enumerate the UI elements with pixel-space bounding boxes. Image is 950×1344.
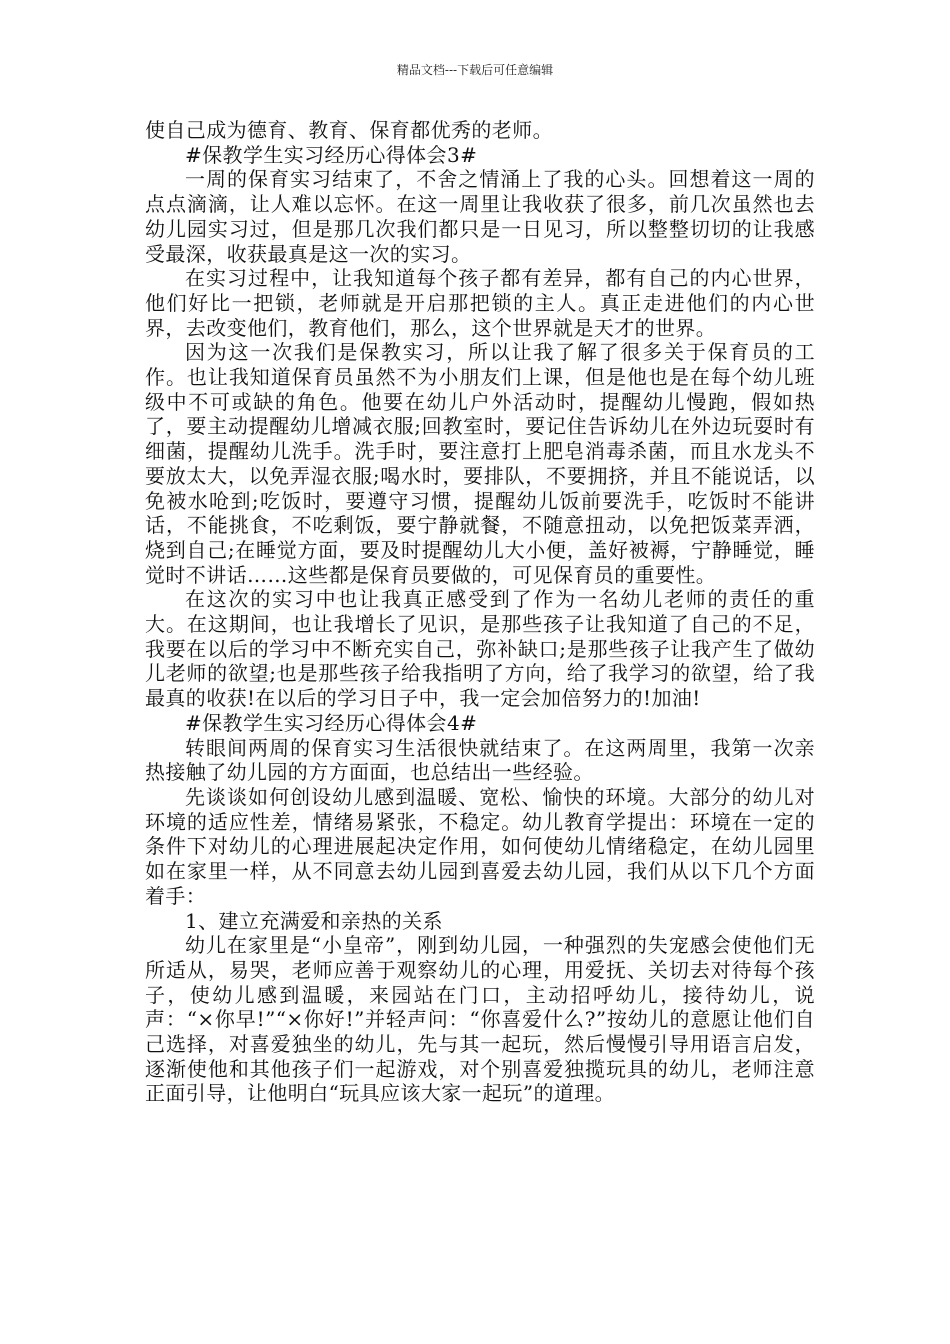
subheading: 1、建立充满爱和亲热的关系 — [185, 908, 443, 933]
page-header: 精品文档---下载后可任意编辑 — [396, 63, 554, 77]
paragraph: 因为这一次我们是保教实习，所以让我了解了很多关于保育员的工作。也让我知道保育员虽然不为小朋友们上课，但是他也是在每个幼儿班级中不可或缺的角色。他要在幼儿户外活动时，提醒幼儿慢跑，假如热了，要主动提醒幼儿增减衣服;回教室时，要记住告诉幼儿在外边玩耍时有细菌，提醒幼儿洗手。洗手时，要注意打上肥皂消毒杀菌，而且水龙头不要放太大，以免弄湿衣服;喝水时，要排队，不要拥挤，并且不能说话，以免被水呛到;吃饭时，要遵守习惯，提醒幼儿饭前要洗手，吃饭时不能讲话，不能挑食，不吃剩饭，要宁静就餐，不随意扭动，以免把饭菜弄洒，烧到自己;在睡觉方面，要及时提醒幼儿大小便，盖好被褥，宁静睡觉，睡觉时不讲话……这些都是保育员要做的，可见保育员的重要性。 — [145, 340, 815, 587]
section-heading: #保教学生实习经历心得体会4# — [185, 710, 478, 735]
paragraph: 先谈谈如何创设幼儿感到温暖、宽松、愉快的环境。大部分的幼儿对环境的适应性差，情绪易紧张，不稳定。幼儿教育学提出：环境在一定的条件下对幼儿的心理进展起决定作用，如何使幼儿情绪稳定，在幼儿园里如在家里一样，从不同意去幼儿园到喜爱去幼儿园，我们从以下几个方面着手： — [145, 784, 815, 908]
paragraph: 转眼间两周的保育实习生活很快就结束了。在这两周里，我第一次亲热接触了幼儿园的方方面面，也总结出一些经验。 — [145, 735, 815, 785]
section-heading: #保教学生实习经历心得体会3# — [185, 142, 478, 167]
paragraph: 幼儿在家里是“小皇帝”，刚到幼儿园，一种强烈的失宠感会使他们无所适从，易哭，老师应善于观察幼儿的心理，用爱抚、关切去对待每个孩子，使幼儿感到温暖，来园站在门口，主动招呼幼儿，接待幼儿，说声：“×你早!”“×你好!”并轻声问：“你喜爱什么?”按幼儿的意愿让他们自己选择，对喜爱独坐的幼儿，先与其一起玩，然后慢慢引导用语言启发，逐渐使他和其他孩子们一起游戏，对个别喜爱独揽玩具的幼儿，老师注意正面引导，让他明白“玩具应该大家一起玩”的道理。 — [145, 933, 815, 1106]
paragraph: 在这次的实习中也让我真正感受到了作为一名幼儿老师的责任的重大。在这期间，也让我增长了见识，是那些孩子让我知道了自己的不足，我要在以后的学习中不断充实自己，弥补缺口;是那些孩子让我产生了做幼儿老师的欲望;也是那些孩子给我指明了方向，给了我学习的欲望，给了我最真的收获!在以后的学习日子中，我一定会加倍努力的!加油! — [145, 587, 815, 711]
paragraph: 使自己成为德育、教育、保育都优秀的老师。 — [145, 118, 553, 142]
paragraph: 一周的保育实习结束了，不舍之情涌上了我的心头。回想着这一周的点点滴滴，让人难以忘怀。在这一周里让我收获了很多，前几次虽然也去幼儿园实习过，但是那几次我们都只是一日见习，所以整整切切的让我感受最深，收获最真是这一次的实习。 — [145, 167, 815, 266]
paragraph: 在实习过程中，让我知道每个孩子都有差异，都有自己的内心世界，他们好比一把锁，老师就是开启那把锁的主人。真正走进他们的内心世界，去改变他们，教育他们，那么，这个世界就是天才的世界。 — [145, 266, 815, 340]
document-body — [145, 118, 815, 1106]
